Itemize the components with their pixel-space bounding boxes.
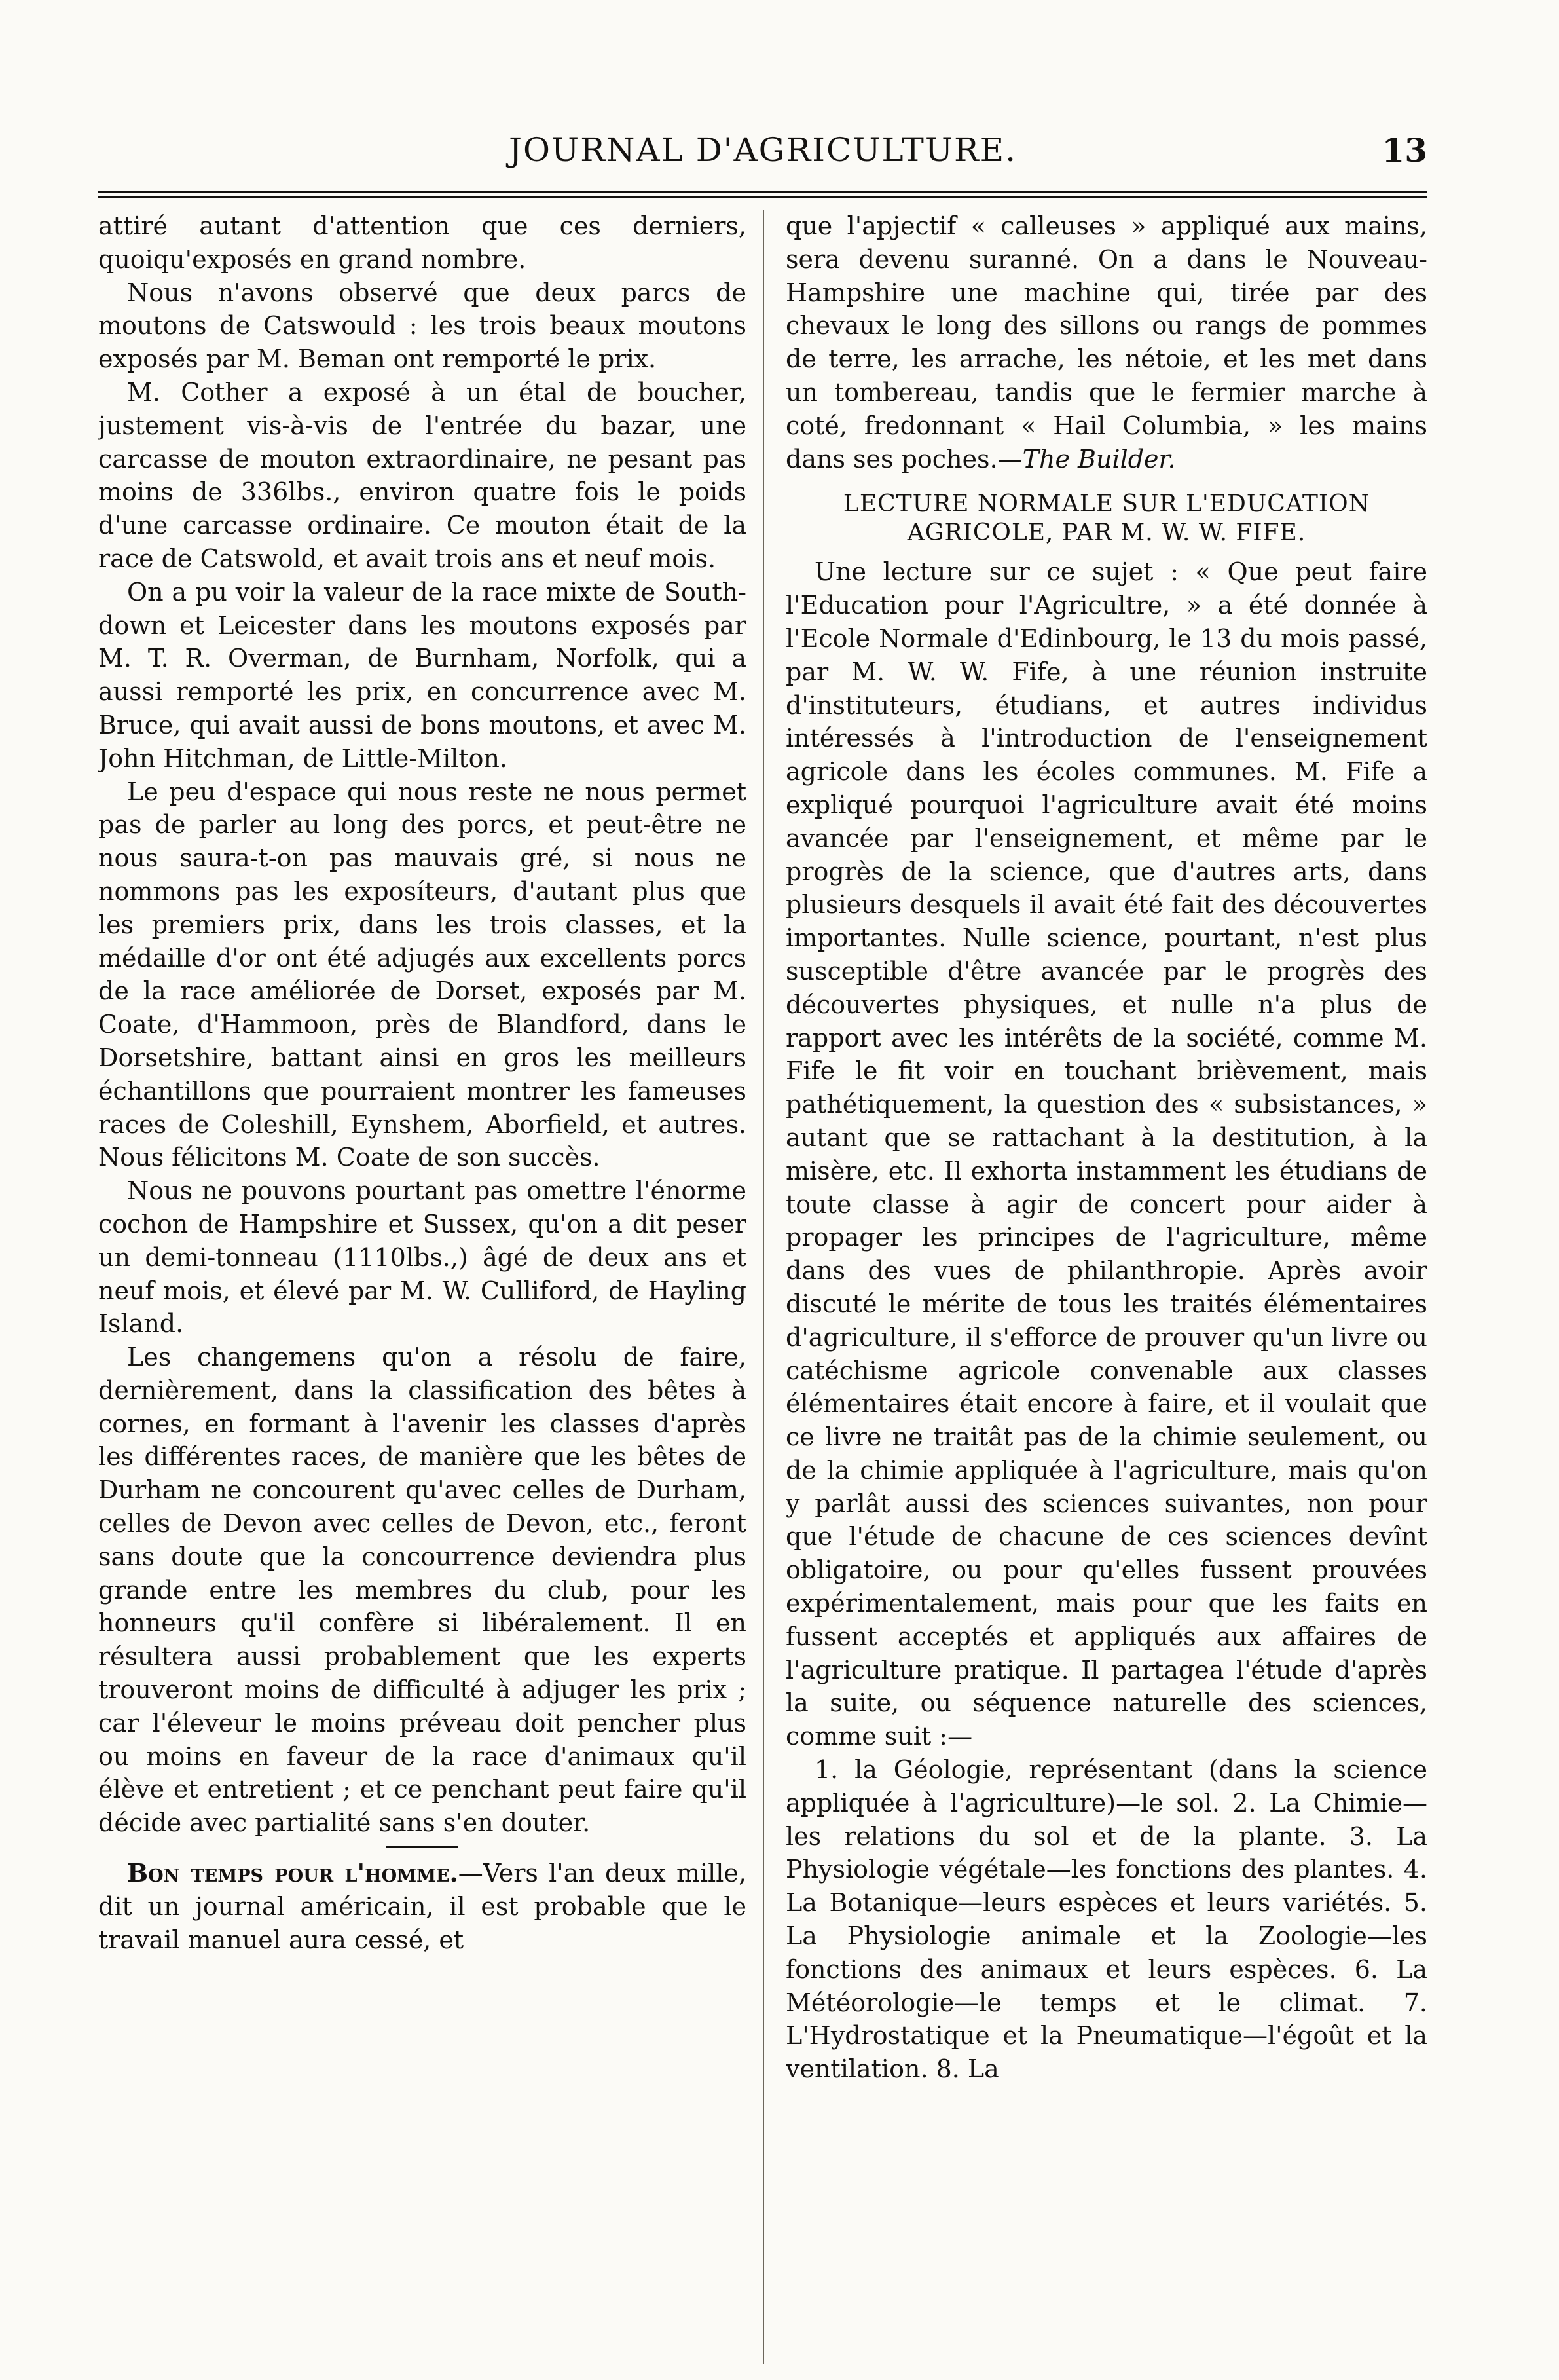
right-column (786, 210, 1427, 2364)
article-text: —Vers l'an deux mille, dit un journal américain, il est probable que le travail manuel aura cessé, et (98, 1859, 746, 1954)
section-title (786, 490, 1427, 548)
page-number: 13 (1382, 131, 1427, 170)
paragraph-text: que l'apjectif « calleuses » appliqué aux mains, sera devenu suranné. On a dans le Nouveau-Hampshire une machine qui, tirée par des chevaux le long des sillons ou rangs de pommes de terre, les arrache, les nétoie, et les met dans un tombereau, tandis que le fermier marche à coté, fredonnant « Hail Columbia, » les mains dans ses poches. (786, 212, 1427, 474)
running-title: JOURNAL D'AGRICULTURE. (508, 131, 1018, 169)
page-header (98, 118, 1427, 190)
paragraph: On a pu voir la valeur de la race mixte de South-down et Leicester dans les moutons exposés par M. T. R. Overman, de Burnham, Norfolk, qui a aussi remporté les prix, en concurrence avec M. Bruce, qui avait aussi de bons moutons, et avec M. John Hitchman, de Little-Milton. (98, 577, 746, 773)
paragraph: Les changemens qu'on a résolu de faire, dernièrement, dans la classification des bêtes à cornes, en formant à l'avenir les classes d'après les différentes races, de manière que les bêtes de Durham ne concourent qu'avec celles de Durham, celles de Devon avec celles de Devon, etc., feront sans doute que la concourrence deviendra plus grande entre les membres du club, pour les honneurs qu'il confère si libéralement. Il en résultera aussi probablement que les experts trouveront moins de difficulté à adjuger les prix ; car l'éleveur le moins préveau doit pencher plus ou moins en faveur de la race d'animaux qu'il élève et entretient ; et ce penchant peut faire qu'il décide avec partialité sans s'en douter. (98, 1343, 746, 1838)
paragraph: attiré autant d'attention que ces derniers, quoiqu'exposés en grand nombre. (98, 212, 746, 274)
article-lead: Bon temps pour l'homme. (127, 1858, 458, 1888)
paragraph: M. Cother a exposé à un étal de boucher, justement vis-à-vis de l'entrée du bazar, une carcasse de mouton extraordinaire, ne pesant pas moins de 336lbs., environ quatre fois le poids d'une carcasse ordinaire. Ce mouton était de la race de Catswold, et avait trois ans et neuf mois. (98, 377, 746, 573)
paragraph: Le peu d'espace qui nous reste ne nous permet pas de parler au long des porcs, et peut-être ne nous saura-t-on pas mauvais gré, si nous ne nommons pas les exposíteurs, d'autant plus que les premiers prix, dans les trois classes, et la médaille d'or ont été adjugés aux excellents porcs de la race améliorée de Dorset, exposés par M. Coate, d'Hammoon, près de Blandford, dans le Dorsetshire, battant ainsi en gros les meilleurs échantillons que pourraient montrer les fameuses races de Coleshill, Eynshem, Aborfield, et autres. Nous félicitons M. Coate de son succès. (98, 777, 746, 1172)
separator-rule (386, 1846, 458, 1848)
paragraph (786, 210, 1427, 475)
header-rule (98, 191, 1427, 198)
column-divider (763, 210, 764, 2364)
section-title-line: LECTURE NORMALE SUR L'EDUCATION (843, 491, 1370, 518)
paragraph: Nous ne pouvons pourtant pas omettre l'énorme cochon de Hampshire et Sussex, qu'on a dit peser un demi-tonneau (1110lbs.,) âgé de deux ans et neuf mois, et élevé par M. W. Culliford, de Hayling Island. (98, 1176, 746, 1339)
section-title-line: AGRICOLE, PAR M. W. W. FIFE. (907, 519, 1306, 547)
paragraph: 1. la Géologie, représentant (dans la science appliquée à l'agriculture)—le sol. 2. La Chimie—les relations du sol et de la plante. 3. La Physiologie végétale—les fonctions des plantes. 4. La Botanique—leurs espèces et leurs variétés. 5. La Physiologie animale et la Zoologie—les fonctions des animaux et leurs espèces. 6. La Météorologie—le temps et le climat. 7. L'Hydrostatique et la Pneumatique—l'égoût et la ventilation. 8. La (786, 1755, 1427, 2084)
paragraph: Une lecture sur ce sujet : « Que peut faire l'Education pour l'Agricultre, » a été donnée à l'Ecole Normale d'Edinbourg, le 13 du mois passé, par M. W. W. Fife, à une réunion instruite d'instituteurs, étudians, et autres individus intéressés à l'introduction de l'enseignement agricole dans les écoles communes. M. Fife a expliqué pourquoi l'agriculture avait été moins avancée par l'enseignement, et même par le progrès de la science, que d'autres arts, dans plusieurs desquels il avait été fait des découvertes importantes. Nulle science, pourtant, n'est plus susceptible d'être avancée par le progrès des découvertes physiques, et nulle n'a plus de rapport avec les intérêts de la société, comme M. Fife le fit voir en touchant brièvement, mais pathétiquement, la question des « subsistances, » autant que se rattachant à la destitution, à la misère, etc. Il exhorta instamment les étudians de toute classe à agir de concert pour aider à propager les principes de l'agriculture, même dans des vues de philanthropie. Après avoir discuté le mérite de tous les traités élémentaires d'agriculture, il s'efforce de prouver qu'un livre ou catéchisme agricole convenable aux classes élémentaires était encore à faire, et il voulait que ce livre ne traitât pas de la chimie seulement, ou de la chimie appliquée à l'agriculture, mais qu'on y parlât aussi des sciences suivantes, non pour que l'étude de chacune de ces sciences devînt obligatoire, ou pour qu'elles fussent prouvées expérimentalement, mais pour que les faits en fussent acceptés et appliqués aux affaires de l'agriculture pratique. Il partagea l'étude d'après la suite, ou séquence naturelle des sciences, comme suit :— (786, 557, 1427, 1751)
paragraph: Nous n'avons observé que deux parcs de moutons de Catswould : les trois beaux moutons exposés par M. Beman ont remporté le prix. (98, 278, 746, 374)
source-citation: —The Builder. (997, 444, 1176, 474)
left-column (98, 210, 746, 2364)
paragraph-bon-temps (98, 1857, 746, 1956)
